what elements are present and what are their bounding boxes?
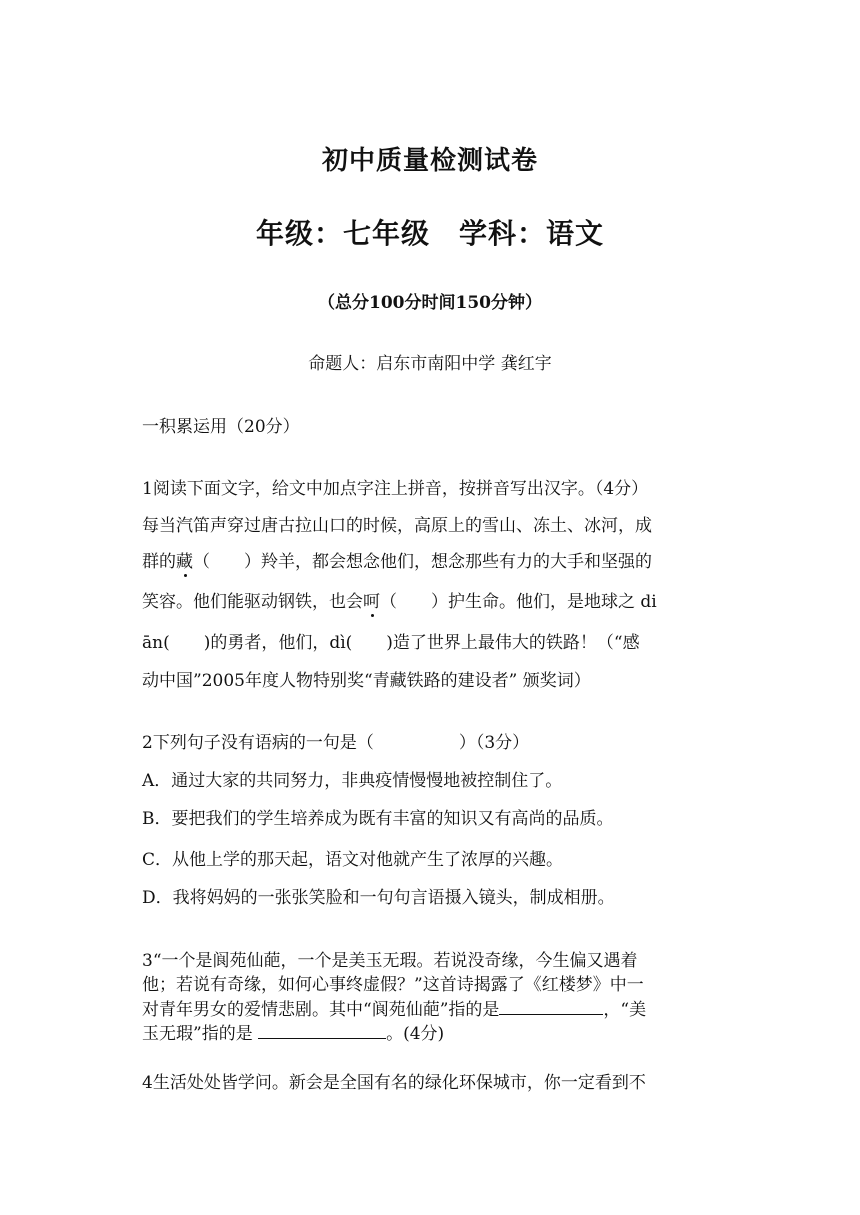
score-time-note: （总分100分时间150分钟） [318, 293, 542, 313]
q3-line3 [142, 995, 646, 1020]
exam-subtitle: 年级：七年级 学科：语文 [255, 217, 604, 250]
q2-option-a: A．通过大家的共同努力，非典疫情慢慢地被控制住了。 [142, 771, 563, 791]
q1-line3 [142, 547, 652, 572]
q2-option-d: D．我将妈妈的一张张笑脸和一句句言语摄入镜头，制成相册。 [142, 888, 615, 908]
q1-line4-post: （ ）护生命。他们，是地球之 di [380, 592, 657, 612]
q3-line2: 他；若说有奇缘，如何心事终虚假？”这首诗揭露了《红楼梦》中一 [142, 975, 644, 995]
q3-line4-post: 。(4分) [386, 1024, 445, 1044]
q1-line4-pre: 笑容。他们能驱动钢铁，也会 [142, 592, 363, 612]
answer-blank-1 [499, 998, 603, 1015]
answer-blank-2 [258, 1022, 386, 1039]
q1-line3-pre: 群的 [142, 552, 176, 572]
q1-line5: ān( )的勇者，他们，dì( )造了世界上最伟大的铁路！（“感 [142, 633, 640, 653]
exam-title: 初中质量检测试卷 [321, 146, 538, 176]
emphasis-char-he: 呵 [363, 587, 380, 612]
emphasis-char-cang: 藏 [176, 547, 193, 572]
q3-line4 [142, 1019, 444, 1044]
q2-option-b: B．要把我们的学生培养成为既有丰富的知识又有高尚的品质。 [142, 809, 614, 829]
q3-line3-pre: 对青年男女的爱情悲剧。其中“阆苑仙葩”指的是 [142, 1000, 500, 1020]
q2-option-c: C．从他上学的那天起，语文对他就产生了浓厚的兴趣。 [142, 850, 564, 870]
q4-line1: 4生活处处皆学问。新会是全国有名的绿化环保城市，你一定看到不 [142, 1073, 646, 1093]
q1-line1: 1阅读下面文字，给文中加点字注上拼音，按拼音写出汉字。（4分） [142, 479, 649, 499]
q3-line1: 3“一个是阆苑仙葩，一个是美玉无瑕。若说没奇缘，今生偏又遇着 [142, 951, 638, 971]
q1-line6: 动中国”2005年度人物特别奖“青藏铁路的建设者” 颁奖词） [142, 671, 591, 691]
q1-line4 [142, 587, 657, 612]
q3-line3-post: ，“美 [603, 1000, 647, 1020]
section-heading: 一积累运用（20分） [142, 417, 300, 437]
q3-line4-pre: 玉无瑕”指的是 [142, 1024, 259, 1044]
q2-stem: 2下列句子没有语病的一句是（ ）（3分） [142, 733, 530, 753]
author-line: 命题人：启东市南阳中学 龚红宇 [308, 354, 552, 374]
q1-line3-post: （ ）羚羊，都会想念他们，想念那些有力的大手和坚强的 [193, 552, 652, 572]
q1-line2: 每当汽笛声穿过唐古拉山口的时候，高原上的雪山、冻土、冰河，成 [142, 516, 652, 536]
